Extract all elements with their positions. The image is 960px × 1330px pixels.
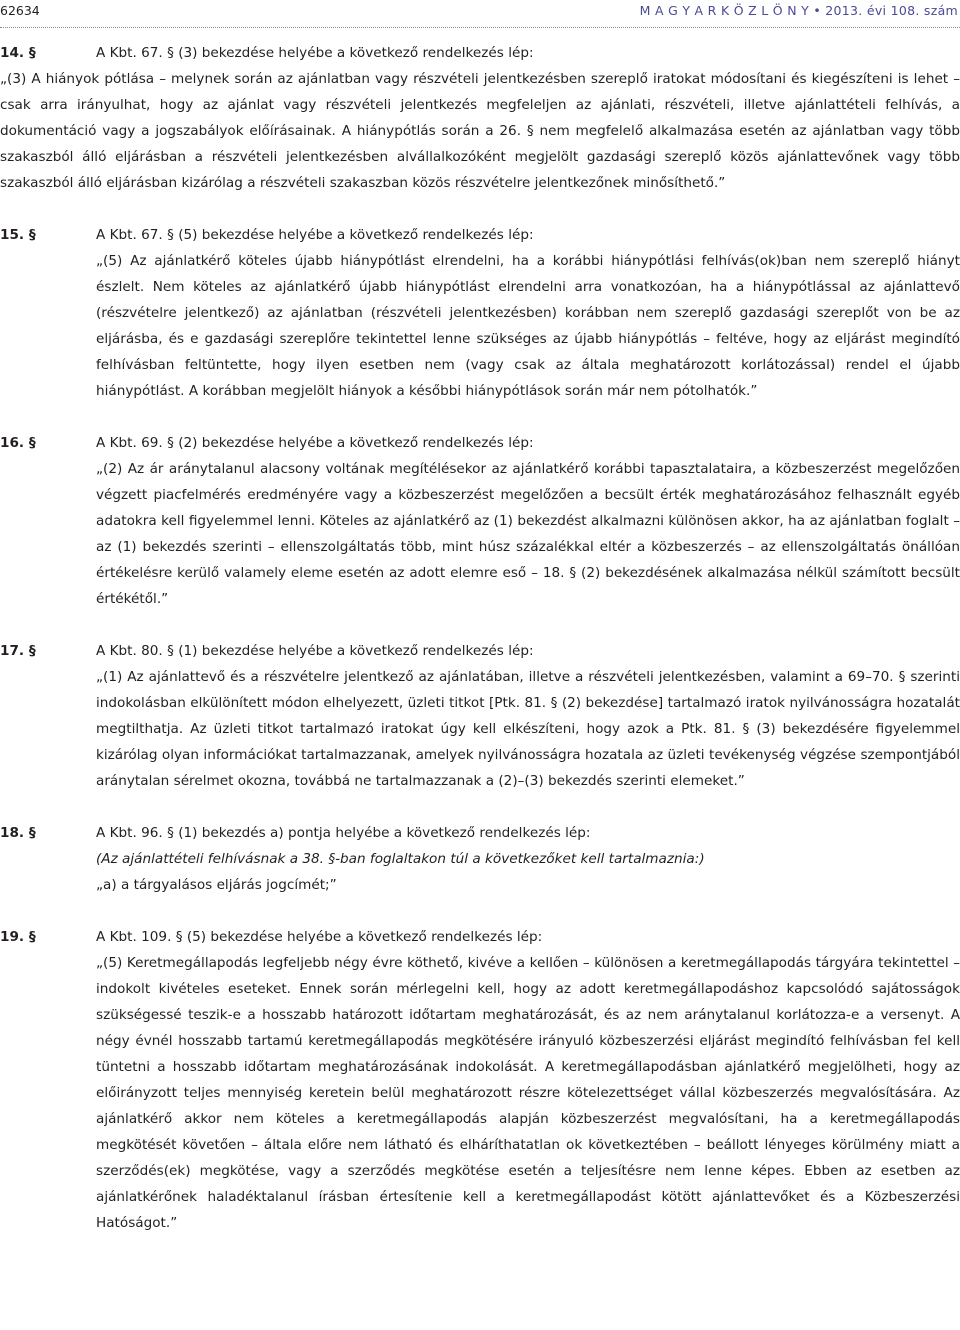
- amendment-intro: A Kbt. 80. § (1) bekezdése helyébe a következő rendelkezés lép:: [96, 643, 534, 659]
- section-16: [0, 430, 960, 612]
- document-body: [0, 40, 960, 1236]
- amendment-intro: A Kbt. 67. § (5) bekezdése helyébe a következő rendelkezés lép:: [96, 227, 534, 243]
- amendment-intro: A Kbt. 69. § (2) bekezdése helyébe a következő rendelkezés lép:: [96, 435, 534, 451]
- section-body: [96, 638, 960, 794]
- amended-text: „(5) Az ajánlatkérő köteles újabb hiánypótlást elrendelni, ha a korábbi hiánypótlási felhívás(ok)ban nem szereplő hiányt észlelt. Nem köteles az ajánlatkérő újabb hiánypótlást elrendelni arra vonatkozóan, ha a hiánypótlással az ajánlattevő (részvételre jelentkező) az ajánlatban (részvételi jelentkezésben) korábban nem szereplő gazdasági szereplőt von be az eljárásba, és e gazdasági szereplőre tekintettel lenne szükséges az újabb hiánypótlás – feltéve, hogy az eljárást megindító felhívásban feltüntette, hogy ilyen esetben nem (vagy csak az általa meghatározott korlátozással) rendel el újabb hiánypótlást. A korábban megjelölt hiányok a későbbi hiánypótlások során már nem pótolhatók.”: [96, 253, 960, 399]
- section-17: [0, 638, 960, 794]
- amendment-intro: A Kbt. 96. § (1) bekezdés a) pontja helyébe a következő rendelkezés lép:: [96, 825, 591, 841]
- page-header: [0, 0, 960, 24]
- section-body: [96, 40, 960, 66]
- section-body: [96, 222, 960, 404]
- section-body: [96, 430, 960, 612]
- amended-text: „(3) A hiányok pótlása – melynek során az ajánlatban vagy részvételi jelentkezésben szereplő iratokat módosítani és kiegészíteni is lehet – csak arra irányulhat, hogy az ajánlat vagy részvételi jelentkezés megfeleljen az ajánlati, részvételi, illetve ajánlattételi felhívás, a dokumentáció vagy a jogszabályok előírásainak. A hiánypótlás során a 26. § nem megfelelő alkalmazása esetén az ajánlatban vagy több szakaszból álló eljárásban a részvételi jelentkezésben alvállalkozóként megjelölt gazdasági szereplő közös ajánlattevőnek vagy több szakaszból álló eljárásban kizárólag a részvételi szakaszban közös részvételre jelentkezőnek minősíthető.”: [0, 71, 960, 191]
- amendment-intro: A Kbt. 109. § (5) bekezdése helyébe a következő rendelkezés lép:: [96, 929, 543, 945]
- amended-text: „(2) Az ár aránytalanul alacsony voltának megítélésekor az ajánlatkérő korábbi tapasztalataira, a közbeszerzést megelőzően végzett piacfelmérés eredményére vagy a közbeszerzést megelőzően a becsült érték meghatározásához felhasznált egyéb adatokra kell figyelemmel lenni. Köteles az ajánlatkérő az (1) bekezdést alkalmazni különösen akkor, ha az ajánlatban foglalt – az (1) bekezdés szerinti – ellenszolgáltatás több, mint húsz százalékkal eltér a közbeszerzés – az ellenszolgáltatás önállóan értékelésre kerülő valamely eleme esetén az adott elemre eső – 18. § (2) bekezdésének alkalmazása nélkül számított becsült értékétől.”: [96, 461, 960, 607]
- section-body: [96, 924, 960, 1236]
- amended-text-wrapper: [0, 66, 960, 196]
- amendment-intro: A Kbt. 67. § (3) bekezdése helyébe a következő rendelkezés lép:: [96, 45, 534, 61]
- amended-text: „(1) Az ajánlattevő és a részvételre jelentkező az ajánlatában, illetve a részvételi jelentkezésben, valamint a 69–70. § szerinti indokolásban elkülönített módon elhelyezett, üzleti titkot [Ptk. 81. § (2) bekezdése] tartalmazó iratok nyilvánosságra hozatalát megtilthatja. Az üzleti titkot tartalmazó iratokat úgy kell elkészíteni, hogy azok a Ptk. 81. § (3) bekezdésére figyelemmel kizárólag olyan információkat tartalmazzanak, amelyek nyilvánosságra hozatala az üzleti tevékenység végzése szempontjából aránytalan sérelmet okozna, továbbá ne tartalmazzanak a (2)–(3) bekezdés szerinti elemeket.”: [96, 669, 960, 789]
- section-body: [96, 820, 960, 898]
- context-clause: (Az ajánlattételi felhívásnak a 38. §-ban foglaltakon túl a következőket kell tartalmaznia:): [96, 851, 705, 867]
- section-14: [0, 40, 960, 196]
- section-15: [0, 222, 960, 404]
- amended-text: „a) a tárgyalásos eljárás jogcímét;”: [96, 877, 337, 893]
- section-number: 16. §: [0, 435, 36, 451]
- page-number: 62634: [0, 3, 40, 18]
- amended-text: „(5) Keretmegállapodás legfeljebb négy évre köthető, kivéve a kellően – különösen a keretmegállapodás tárgyára tekintettel – indokolt kivételes eseteket. Ennek során mérlegelni kell, hogy az adott keretmegállapodáshoz kapcsolódó sajátosságok szükségessé teszik-e a hosszabb határozott időtartam meghatározását, és az nem aránytalanul korlátozza-e a versenyt. A négy évnél hosszabb tartamú keretmegállapodás megkötésére irányuló közbeszerzési eljárást megindító felhívásban fel kell tüntetni a hosszabb időtartam meghatározásának indokolását. A keretmegállapodásban ajánlatkérő megjelölheti, hogy az előirányzott teljes mennyiség keretein belül meghatározott részre kötelezettséget vállal közbeszerzés megvalósítására. Az ajánlatkérő akkor nem köteles a keretmegállapodás alapján közbeszerzést megvalósítani, ha a keretmegállapodás megkötését követően – általa előre nem látható és elháríthatatlan ok következtében – beállott lényeges körülmény miatt a szerződés(ek) megkötése, vagy a szerződés megkötése esetén a teljesítésre nem lenne képes. Ebben az esetben az ajánlatkérőnek haladéktalanul írásban értesítenie kell a keretmegállapodást kötött ajánlattevőket és a Közbeszerzési Hatóságot.”: [96, 955, 960, 1231]
- section-number: 18. §: [0, 825, 36, 841]
- header-divider: [0, 27, 960, 28]
- gazette-title: M A G Y A R K Ö Z L Ö N Y • 2013. évi 108. szám: [639, 3, 958, 18]
- section-19: [0, 924, 960, 1236]
- section-number: 15. §: [0, 227, 36, 243]
- section-number: 14. §: [0, 45, 36, 61]
- section-18: [0, 820, 960, 898]
- section-number: 19. §: [0, 929, 36, 945]
- section-number: 17. §: [0, 643, 36, 659]
